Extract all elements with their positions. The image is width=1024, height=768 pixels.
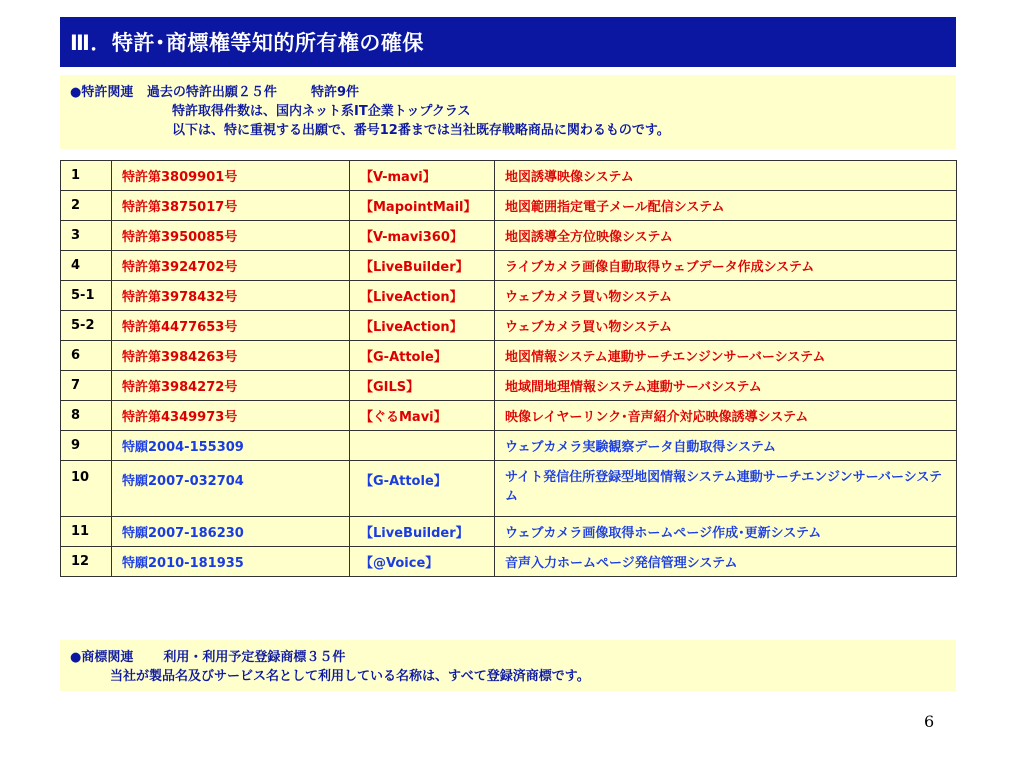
trademark-note-heading: ●商標関連 xyxy=(70,650,134,665)
product-name: 【LiveBuilder】 xyxy=(350,517,495,547)
patent-note-line-3: 以下は、特に重視する出願で、番号12番までは当社既存戦略商品に関わるものです。 xyxy=(172,123,670,138)
table-row xyxy=(61,221,957,251)
patent-number: 特許第3924702号 xyxy=(112,251,350,281)
table-row xyxy=(61,461,957,517)
page-number: 6 xyxy=(924,712,935,731)
product-name xyxy=(350,431,495,461)
table-row xyxy=(61,371,957,401)
row-number: 7 xyxy=(61,371,112,401)
patent-note-heading: ●特許関連 xyxy=(70,85,134,100)
table-row xyxy=(61,251,957,281)
patent-note-line-1 xyxy=(70,83,956,102)
trademark-note-line-1 xyxy=(70,648,956,667)
patent-description: ライブカメラ画像自動取得ウェブデータ作成システム xyxy=(495,251,957,281)
row-number: 12 xyxy=(61,547,112,577)
patent-number: 特許第3984272号 xyxy=(112,371,350,401)
product-name: 【LiveAction】 xyxy=(350,281,495,311)
patent-table-body xyxy=(61,161,957,577)
patent-note-line-2: 特許取得件数は、国内ネット系IT企業トップクラス xyxy=(172,104,471,119)
patent-number: 特許第3875017号 xyxy=(112,191,350,221)
table-row xyxy=(61,547,957,577)
patent-description: 映像レイヤーリンク･音声紹介対応映像誘導システム xyxy=(495,401,957,431)
patent-description: 地図誘導全方位映像システム xyxy=(495,221,957,251)
row-number: 6 xyxy=(61,341,112,371)
product-name: 【G-Attole】 xyxy=(350,461,495,517)
row-number: 10 xyxy=(61,461,112,517)
table-row xyxy=(61,517,957,547)
title-bar xyxy=(60,17,956,67)
table-row xyxy=(61,311,957,341)
patent-description: ウェブカメラ買い物システム xyxy=(495,281,957,311)
row-number: 3 xyxy=(61,221,112,251)
patent-description: 地域間地理情報システム連動サーバシステム xyxy=(495,371,957,401)
table-row xyxy=(61,341,957,371)
patent-table xyxy=(60,160,957,577)
patent-description: サイト発信住所登録型地図情報システム連動サーチエンジンサーバーシステム xyxy=(495,461,957,517)
table-row xyxy=(61,161,957,191)
patent-granted-count: 特許9件 xyxy=(310,85,359,100)
product-name: 【V-mavi360】 xyxy=(350,221,495,251)
trademark-count: 利用・利用予定登録商標３５件 xyxy=(163,650,346,665)
row-number: 11 xyxy=(61,517,112,547)
product-name: 【LiveAction】 xyxy=(350,311,495,341)
product-name: 【G-Attole】 xyxy=(350,341,495,371)
table-row xyxy=(61,281,957,311)
patent-number: 特願2007-186230 xyxy=(112,517,350,547)
trademark-note-line-2: 当社が製品名及びサービス名として利用している名称は、すべて登録済商標です。 xyxy=(110,669,590,684)
page-title: Ⅲ．特許･商標権等知的所有権の確保 xyxy=(70,31,424,55)
table-row xyxy=(61,191,957,221)
row-number: 8 xyxy=(61,401,112,431)
product-name: 【@Voice】 xyxy=(350,547,495,577)
patent-number: 特許第3809901号 xyxy=(112,161,350,191)
product-name: 【ぐるMavi】 xyxy=(350,401,495,431)
patent-description: 音声入力ホームページ発信管理システム xyxy=(495,547,957,577)
patent-number: 特許第4349973号 xyxy=(112,401,350,431)
row-number: 9 xyxy=(61,431,112,461)
table-row xyxy=(61,431,957,461)
patent-description: 地図誘導映像システム xyxy=(495,161,957,191)
patent-number: 特許第3950085号 xyxy=(112,221,350,251)
patent-description: 地図情報システム連動サーチエンジンサーバーシステム xyxy=(495,341,957,371)
product-name: 【V-mavi】 xyxy=(350,161,495,191)
product-name: 【LiveBuilder】 xyxy=(350,251,495,281)
patent-number: 特願2004-155309 xyxy=(112,431,350,461)
row-number: 2 xyxy=(61,191,112,221)
patent-application-count: 過去の特許出願２５件 xyxy=(146,85,277,100)
patent-number: 特許第3984263号 xyxy=(112,341,350,371)
patent-description: ウェブカメラ画像取得ホームページ作成･更新システム xyxy=(495,517,957,547)
patent-number: 特許第3978432号 xyxy=(112,281,350,311)
patent-description: 地図範囲指定電子メール配信システム xyxy=(495,191,957,221)
product-name: 【MapointMail】 xyxy=(350,191,495,221)
patent-number: 特許第4477653号 xyxy=(112,311,350,341)
patent-number: 特願2007-032704 xyxy=(112,461,350,517)
table-row xyxy=(61,401,957,431)
trademark-note xyxy=(60,640,956,691)
row-number: 1 xyxy=(61,161,112,191)
product-name: 【GILS】 xyxy=(350,371,495,401)
patent-description: ウェブカメラ買い物システム xyxy=(495,311,957,341)
patent-note xyxy=(60,75,956,149)
row-number: 4 xyxy=(61,251,112,281)
patent-description: ウェブカメラ実験観察データ自動取得システム xyxy=(495,431,957,461)
row-number: 5-2 xyxy=(61,311,112,341)
row-number: 5-1 xyxy=(61,281,112,311)
patent-number: 特願2010-181935 xyxy=(112,547,350,577)
